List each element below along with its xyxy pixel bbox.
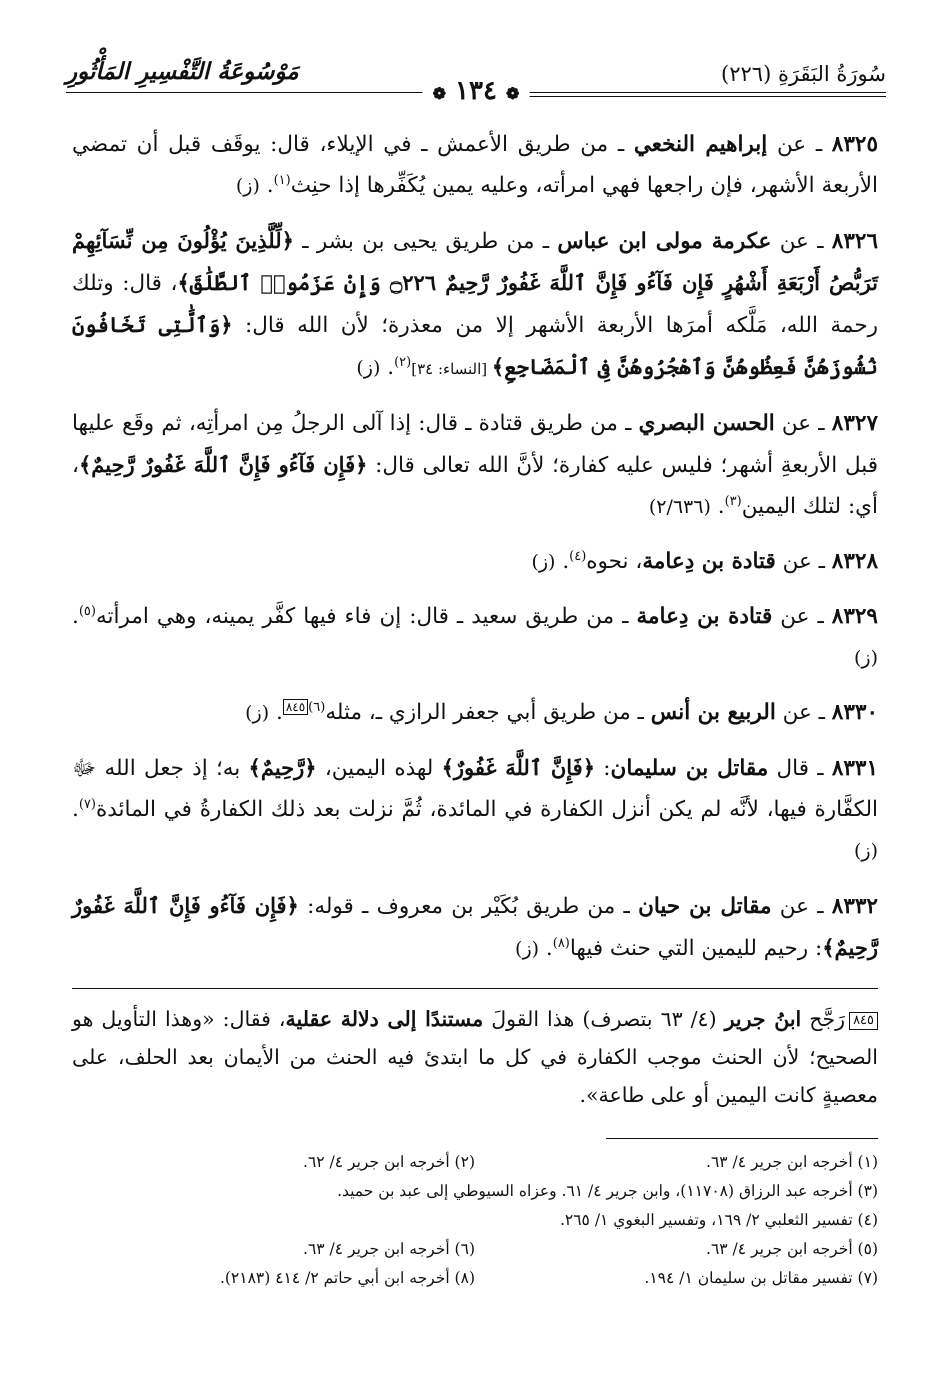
note-text: رَجَّح bbox=[801, 1007, 846, 1031]
footnote-row bbox=[72, 1235, 878, 1264]
entry-text: ـ من طريق أبي جعفر الرازي ـ، مثله bbox=[325, 700, 651, 725]
entry-text: ـ قال bbox=[768, 756, 832, 781]
entry-text: ـ عن bbox=[774, 411, 832, 436]
entry-text: ـ عن bbox=[772, 604, 832, 629]
narrator-name: عكرمة مولى ابن عباس bbox=[557, 229, 772, 254]
ornament-icon: ❁ bbox=[432, 84, 446, 103]
entry-text: ـ عن bbox=[775, 549, 832, 574]
footnote: (٣) أخرجه عبد الرزاق (١١٧٠٨)، وابن جرير ٤/ ٦١. وعزاه السيوطي إلى عبد بن حميد. bbox=[337, 1182, 878, 1200]
source-tag: (ز) bbox=[853, 840, 878, 862]
entry-text: ـ عن bbox=[771, 229, 832, 254]
main-text bbox=[72, 124, 878, 983]
entry-text: . bbox=[72, 797, 79, 822]
entry-text: . bbox=[72, 604, 79, 629]
footnote-marker[interactable]: (٢) bbox=[394, 354, 412, 370]
footnote: (٥) أخرجه ابن جرير ٤/ ٦٣. bbox=[706, 1240, 878, 1258]
narrator-name: الربيع بن أنس bbox=[650, 700, 776, 725]
entry-text: ـ عن bbox=[775, 700, 832, 725]
footnote-row bbox=[72, 1206, 878, 1235]
header-rule-secondary bbox=[492, 96, 886, 97]
entry-8328 bbox=[72, 541, 878, 583]
narrator-name: إبراهيم النخعي bbox=[633, 132, 768, 157]
footnote-row bbox=[72, 1264, 878, 1293]
footnote-marker[interactable]: (٥) bbox=[78, 603, 96, 619]
entry-number: ٨٣٢٥ bbox=[831, 132, 878, 157]
entry-text: . bbox=[269, 700, 283, 725]
note-text: ، فقال: «وهذا التأويل هو الصحيح؛ لأن الحنث موجب الكفارة في كل ما ابتدئ فيه الحنث من الأيمان بعد الحلف، على معصيةٍ كانت اليمين أو على طاعة». bbox=[72, 1007, 878, 1107]
narrator-name: الحسن البصري bbox=[638, 411, 775, 436]
entry-8331 bbox=[72, 747, 878, 872]
entry-text: . bbox=[259, 173, 274, 198]
entry-text: به؛ إذ جعل الله ﷻ الكفَّارة فيها، لأنَّه لم يكن أنزل الكفارة في المائدة، ثُمَّ نزلت بعد ذلك الكفارةُ في المائدة bbox=[72, 756, 878, 822]
footnote: (٤) تفسير الثعلبي ٢/ ١٦٩، وتفسير البغوي ١/ ٢٦٥. bbox=[559, 1211, 878, 1229]
entry-text: ، قال: وتلك رحمة الله، مَلَّكه أمرَها الأربعة الأشهر إلا من معذرة؛ لأن الله قال: bbox=[72, 271, 879, 338]
footnote-marker[interactable]: (١) bbox=[273, 172, 291, 188]
ornament-icon: ❁ bbox=[506, 84, 520, 103]
note-bold-text: ابنُ جرير bbox=[724, 1007, 802, 1031]
source-tag: (ز) bbox=[245, 702, 270, 724]
page-number: ١٣٤ bbox=[455, 76, 497, 106]
entry-text: . bbox=[710, 494, 725, 519]
footnote: (٢) أخرجه ابن جرير ٤/ ٦٢. bbox=[303, 1153, 475, 1171]
entry-text: ـ عن bbox=[771, 894, 832, 919]
entry-8326 bbox=[72, 220, 878, 390]
entry-text: ـ من طريق قتادة ـ قال: إذا آلى الرجلُ مِن امرأتِه، ثم وقَع عليها قبل الأربعةِ أشهر؛ فليس عليه كفارة؛ لأنَّ الله تعالى قال: bbox=[72, 411, 878, 478]
entry-8329 bbox=[72, 596, 878, 679]
entry-number: ٨٣٣٠ bbox=[831, 700, 878, 725]
source-tag: (ز) bbox=[356, 357, 381, 379]
footnote-marker[interactable]: (٨) bbox=[552, 935, 570, 951]
note-reference-box[interactable]: ٨٤٥ bbox=[283, 699, 308, 715]
note-text: (٤/ ٦٣ بتصرف) هذا القولَ bbox=[483, 1007, 725, 1031]
entry-text: : رحيم لليمين التي حنث فيها bbox=[569, 936, 823, 961]
entry-number: ٨٣٣١ bbox=[831, 756, 879, 781]
source-tag: (٢/٦٣٦) bbox=[648, 496, 711, 518]
footnote-row bbox=[72, 1177, 878, 1206]
commentary-note bbox=[72, 1000, 878, 1114]
entry-8325 bbox=[72, 124, 878, 207]
entry-text: ـ عن bbox=[767, 132, 832, 157]
entry-8332 bbox=[72, 885, 878, 970]
entry-8327 bbox=[72, 403, 878, 528]
quran-verse: ﴿وَٱلَّٰتِى تَخَافُونَ نُشُوزَهُنَّ فَعِظُوهُنَّ وَٱهْجُرُوهُنَّ فِى ٱلْمَضَاجِعِ﴾ bbox=[72, 312, 878, 379]
entry-number: ٨٣٢٦ bbox=[831, 229, 878, 254]
entry-text: . bbox=[539, 936, 553, 961]
entry-text: لهذه اليمين، bbox=[316, 756, 442, 781]
entry-text: ـ من طريق سعيد ـ قال: إن فاء فيها كفَّر يمينه، وهي امرأته bbox=[95, 604, 637, 629]
footnote: (١) أخرجه ابن جرير ٤/ ٦٣. bbox=[706, 1153, 878, 1171]
page-number-block bbox=[423, 76, 530, 106]
quran-verse: ﴿فَإِن فَآءُو فَإِنَّ ٱللَّهَ غَفُورٌ رَّحِيمٌ﴾ bbox=[78, 452, 368, 477]
entry-text: ، نحوه bbox=[586, 549, 643, 574]
source-tag: (ز) bbox=[515, 938, 540, 960]
footnote: (٦) أخرجه ابن جرير ٤/ ٦٣. bbox=[303, 1240, 475, 1258]
verse-reference: [النساء: ٣٤] bbox=[411, 360, 492, 378]
footnote-row bbox=[72, 1148, 878, 1177]
quran-verse: ﴿لِّلَّذِينَ يُؤْلُونَ مِن نِّسَآئِهِمْ تَرَبُّصُ أَرْبَعَةِ أَشْهُرٍ فَإِن فَآءُو فَإِنَّ ٱللَّهَ غَفُورٌ رَّحِيمٌ ۝٢٢٦ وَإِنْ عَزَمُوا۟ ٱلطَّلَٰقَ﴾ bbox=[72, 228, 879, 295]
quran-verse: ﴿فَإِنَّ ٱللَّهَ غَفُورٌ﴾ bbox=[441, 755, 596, 780]
note-bold-text: مستندًا إلى دلالة عقلية bbox=[285, 1007, 484, 1031]
narrator-name: قتادة بن دِعامة bbox=[642, 549, 776, 574]
entry-number: ٨٣٢٨ bbox=[831, 549, 878, 574]
footnotes-separator bbox=[606, 1138, 878, 1139]
entry-text: : bbox=[595, 756, 611, 781]
footnotes bbox=[72, 1148, 878, 1293]
footnote: (٧) تفسير مقاتل بن سليمان ١/ ١٩٤. bbox=[644, 1269, 878, 1287]
entry-8330 bbox=[72, 692, 878, 734]
page-header bbox=[66, 52, 886, 108]
footnote: (٨) أخرجه ابن أبي حاتم ٢/ ٤١٤ (٢١٨٣). bbox=[219, 1269, 475, 1287]
narrator-name: مقاتل بن سليمان bbox=[610, 756, 769, 781]
entry-number: ٨٣٢٧ bbox=[831, 411, 878, 436]
entry-number: ٨٣٢٩ bbox=[831, 604, 878, 629]
entry-text: ـ من طريق يحيى بن بشر ـ bbox=[293, 229, 558, 254]
footnote-marker[interactable]: (٧) bbox=[78, 796, 96, 812]
narrator-name: مقاتل بن حيان bbox=[638, 894, 772, 919]
source-tag: (ز) bbox=[531, 551, 556, 573]
note-separator bbox=[72, 988, 878, 989]
source-tag: (ز) bbox=[235, 175, 260, 197]
book-title: مَوْسُوعَةُ التَّفْسِيرِ المَأْثُورِ bbox=[66, 58, 299, 85]
footnote-marker[interactable]: (٤) bbox=[569, 548, 587, 564]
entry-text: ـ من طريق الأعمش ـ في الإيلاء، قال: يوقَف قبل أن تمضي الأربعة الأشهر، فإن راجعها فهي امرأته، وعليه يمين يُكَفِّرها إذا حنِث bbox=[72, 132, 878, 198]
footnote-marker[interactable]: (٦) bbox=[308, 699, 326, 715]
quran-verse: ﴿فَإِن فَآءُو فَإِنَّ ٱللَّهَ غَفُورٌ رَّحِيمٌ﴾ bbox=[72, 893, 878, 960]
entry-text: . bbox=[555, 549, 570, 574]
entry-number: ٨٣٣٢ bbox=[831, 894, 878, 919]
source-tag: (ز) bbox=[853, 647, 878, 669]
note-number-box: ٨٤٥ bbox=[849, 1012, 878, 1030]
footnote-marker[interactable]: (٣) bbox=[724, 493, 742, 509]
entry-text: ، أي: لتلك اليمين bbox=[72, 453, 878, 519]
surah-heading: سُورَةُ البَقَرَةِ (٢٢٦) bbox=[721, 62, 886, 86]
entry-text: . bbox=[380, 355, 395, 380]
entry-text: ـ من طريق بُكَيْر بن معروف ـ قوله: bbox=[298, 894, 639, 919]
quran-verse: ﴿رَّحِيمٌ﴾ bbox=[248, 755, 317, 780]
narrator-name: قتادة بن دِعامة bbox=[636, 604, 773, 629]
